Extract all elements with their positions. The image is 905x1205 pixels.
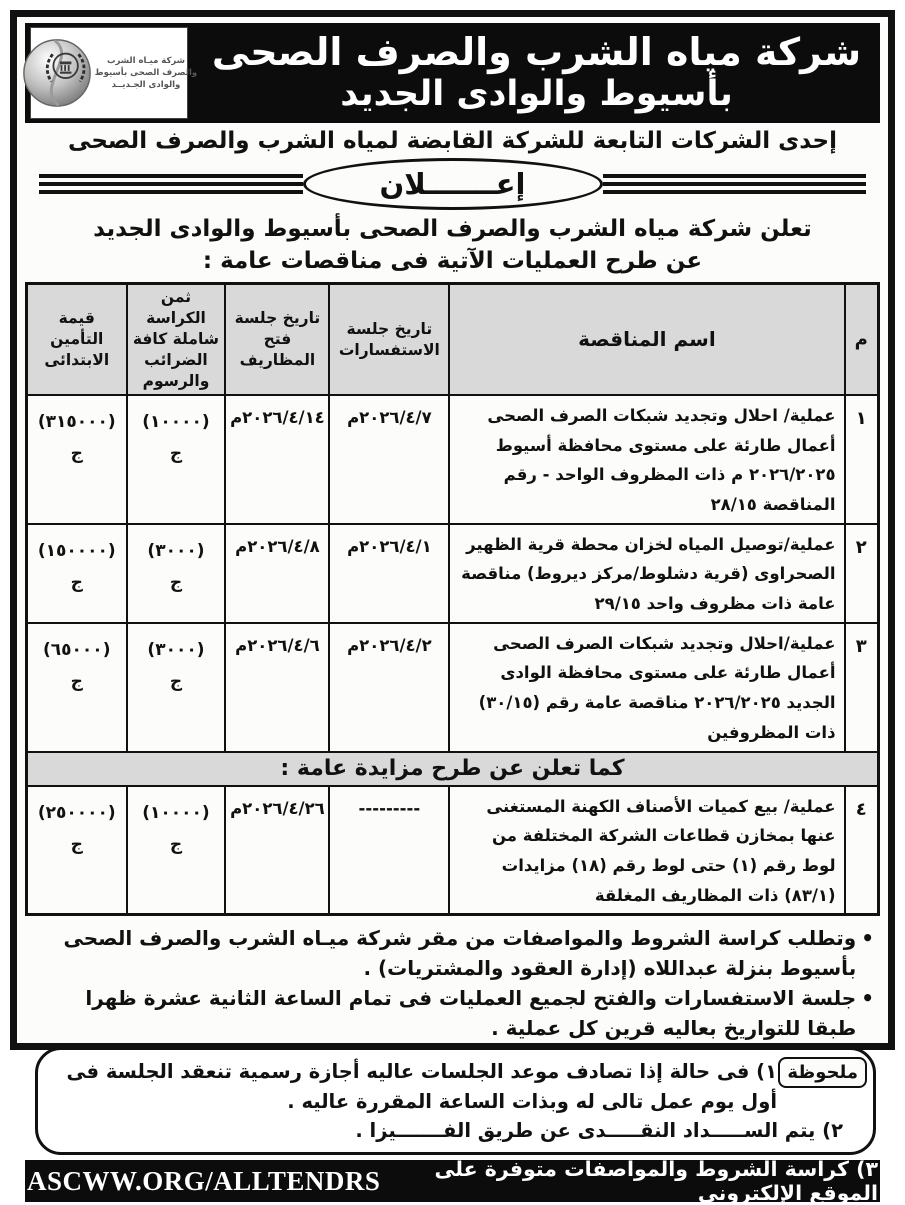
currency: ج: [70, 444, 83, 465]
amount: (٢٥٠٠٠٠): [37, 802, 116, 823]
initial-insurance: [27, 623, 127, 752]
footer-text: ٣) كراسة الشروط والمواصفات متوفرة على الموقع الإلكترونى: [434, 1157, 878, 1205]
col-header-inquiry-date: تاريخ جلسة الاستفسارات: [329, 284, 449, 395]
tender-advertisement: [10, 10, 895, 1205]
currency: ج: [70, 672, 83, 693]
currency: ج: [70, 834, 83, 855]
note-box: [35, 1047, 876, 1155]
condition-text: وتطلب كراسة الشروط والمواصفات من مقر شركة ميـاه الشرب والصرف الصحى بأسيوط بنزلة عبداللاه (إدارة العقود والمشتريات) .: [63, 926, 857, 981]
opening-date: ٢٠٢٦/٤/٢٦م: [225, 786, 329, 915]
table-header-row: [27, 284, 879, 395]
list-item: [31, 923, 874, 983]
footer-bar: [25, 1157, 880, 1205]
inquiry-date: ٢٠٢٦/٤/٢م: [329, 623, 449, 752]
booklet-price: [127, 395, 226, 524]
triple-rule-right: [603, 170, 867, 198]
row-number: ٣: [845, 623, 879, 752]
tender-name: عملية/ بيع كميات الأصناف الكهنة المستغنى عنها بمخازن قطاعات الشركة المختلفة من لوط رقم (١) حتى لوط رقم (١٨) مزايدات (٨٣/١) ذات المظاريف المغلقة: [449, 786, 844, 915]
globe-emblem-icon: [21, 37, 93, 109]
amount: (٣٠٠٠): [147, 639, 205, 660]
initial-insurance: [27, 524, 127, 623]
auction-section-row: [27, 752, 879, 786]
intro-line-1: تعلن شركة مياه الشرب والصرف الصحى بأسيوط والوادى الجديد: [93, 216, 812, 242]
announcement-band: [39, 157, 866, 211]
amount: (٦٥٠٠٠): [43, 639, 111, 660]
booklet-price: [127, 786, 226, 915]
table-row: [27, 786, 879, 915]
currency: ج: [169, 834, 183, 855]
booklet-price: [127, 623, 226, 752]
company-title-block: [193, 23, 880, 123]
triple-rule-left: [39, 170, 303, 198]
amount: (١٠٠٠٠): [142, 411, 210, 432]
currency: ج: [169, 573, 183, 594]
bullet-icon: •: [861, 986, 874, 1011]
tenders-table: [25, 282, 880, 916]
amount: (٣١٥٠٠٠): [37, 411, 116, 432]
currency: ج: [169, 672, 183, 693]
tender-name: عملية/توصيل المياه لخزان محطة قرية الظهير الصحراوى (قرية دشلوط/مركز ديروط) مناقصة عامة ذات مظروف واحد ٢٩/١٥: [449, 524, 844, 623]
inquiry-date: ٢٠٢٦/٤/١م: [329, 524, 449, 623]
company-region: بأسيوط والوادى الجديد: [340, 73, 733, 114]
col-header-initial-insurance: قيمة التأمين الابتدائى: [27, 284, 127, 395]
opening-date: ٢٠٢٦/٤/٨م: [225, 524, 329, 623]
note-item-2: ٢) يتم الســـــداد النقـــــدى عن طريق الفـــــــيزا .: [355, 1118, 843, 1142]
opening-date: ٢٠٢٦/٤/٦م: [225, 623, 329, 752]
opening-date: ٢٠٢٦/٤/١٤م: [225, 395, 329, 524]
col-header-booklet-price: ثمن الكراسة شاملة كافة الضرائب والرسوم: [127, 284, 226, 395]
holding-company-subtitle: إحدى الشركات التابعة للشركة القابضة لمياه الشرب والصرف الصحى: [68, 128, 837, 154]
amount: (١٠٠٠٠): [142, 802, 210, 823]
inquiry-date: ٢٠٢٦/٤/٧م: [329, 395, 449, 524]
intro-line-2: عن طرح العمليات الآتية فى مناقصات عامة :: [202, 248, 703, 275]
conditions-list: [31, 923, 874, 1043]
currency: ج: [169, 444, 183, 465]
booklet-price: [127, 524, 226, 623]
row-number: ٢: [845, 524, 879, 623]
table-row: [27, 623, 879, 752]
masthead: [25, 23, 880, 123]
company-logo: [30, 27, 198, 119]
list-item: [31, 983, 874, 1043]
note-label: ملحوظة: [778, 1057, 867, 1088]
condition-text: جلسة الاستفسارات والفتح لجميع العمليات فى تمام الساعة الثانية عشرة ظهرا طبقا للتواريخ بعاليه قرين كل عملية .: [85, 986, 857, 1041]
logo-caption-line: والوادى الجـديــد: [111, 80, 181, 91]
table-row: [27, 524, 879, 623]
initial-insurance: [27, 786, 127, 915]
row-number: ٤: [845, 786, 879, 915]
company-name: شركة مياه الشرب والصرف الصحى: [211, 29, 862, 74]
note-item-1: ١) فى حالة إذا تصادف موعد الجلسات عاليه أجازة رسمية تنعقد الجلسة فى أول يوم عمل تالى له وبذات الساعة المقررة عاليه .: [66, 1060, 777, 1113]
bullet-icon: •: [861, 926, 874, 951]
col-header-tender-name: اسم المناقصة: [449, 284, 844, 395]
tender-name: عملية/ احلال وتجديد شبكات الصرف الصحى أعمال طارئة على مستوى محافظة أسيوط ٢٠٢٦/٢٠٢٥ م ذات المظروف الواحد - رقم المناقصة ٢٨/١٥: [449, 395, 844, 524]
row-number: ١: [845, 395, 879, 524]
amount: (٣٠٠٠): [147, 540, 205, 561]
table-row: [27, 395, 879, 524]
auction-section-header: كما تعلن عن طرح مزايدة عامة :: [27, 752, 879, 786]
announcement-title: إعـــــــلان: [303, 158, 603, 210]
logo-caption: [95, 55, 197, 92]
website-url: ASCWW.ORG/ALLTENDRS: [27, 1165, 381, 1196]
col-header-opening-date: تاريخ جلسة فتح المظاريف: [225, 284, 329, 395]
currency: ج: [70, 573, 83, 594]
tender-name: عملية/احلال وتجديد شبكات الصرف الصحى أعمال طارئة على مستوى محافظة الوادى الجديد ٢٠٢٦/٢٠٢٥ مناقصة عامة رقم (٣٠/١٥) ذات المظروفين: [449, 623, 844, 752]
logo-caption-line: والصرف الصحى بأسيوط: [94, 67, 198, 78]
col-header-number: م: [845, 284, 879, 395]
logo-caption-line: شركة ميـاه الشرب: [106, 55, 186, 66]
initial-insurance: [27, 395, 127, 524]
inquiry-date: ---------: [329, 786, 449, 915]
amount: (١٥٠٠٠٠): [37, 540, 116, 561]
